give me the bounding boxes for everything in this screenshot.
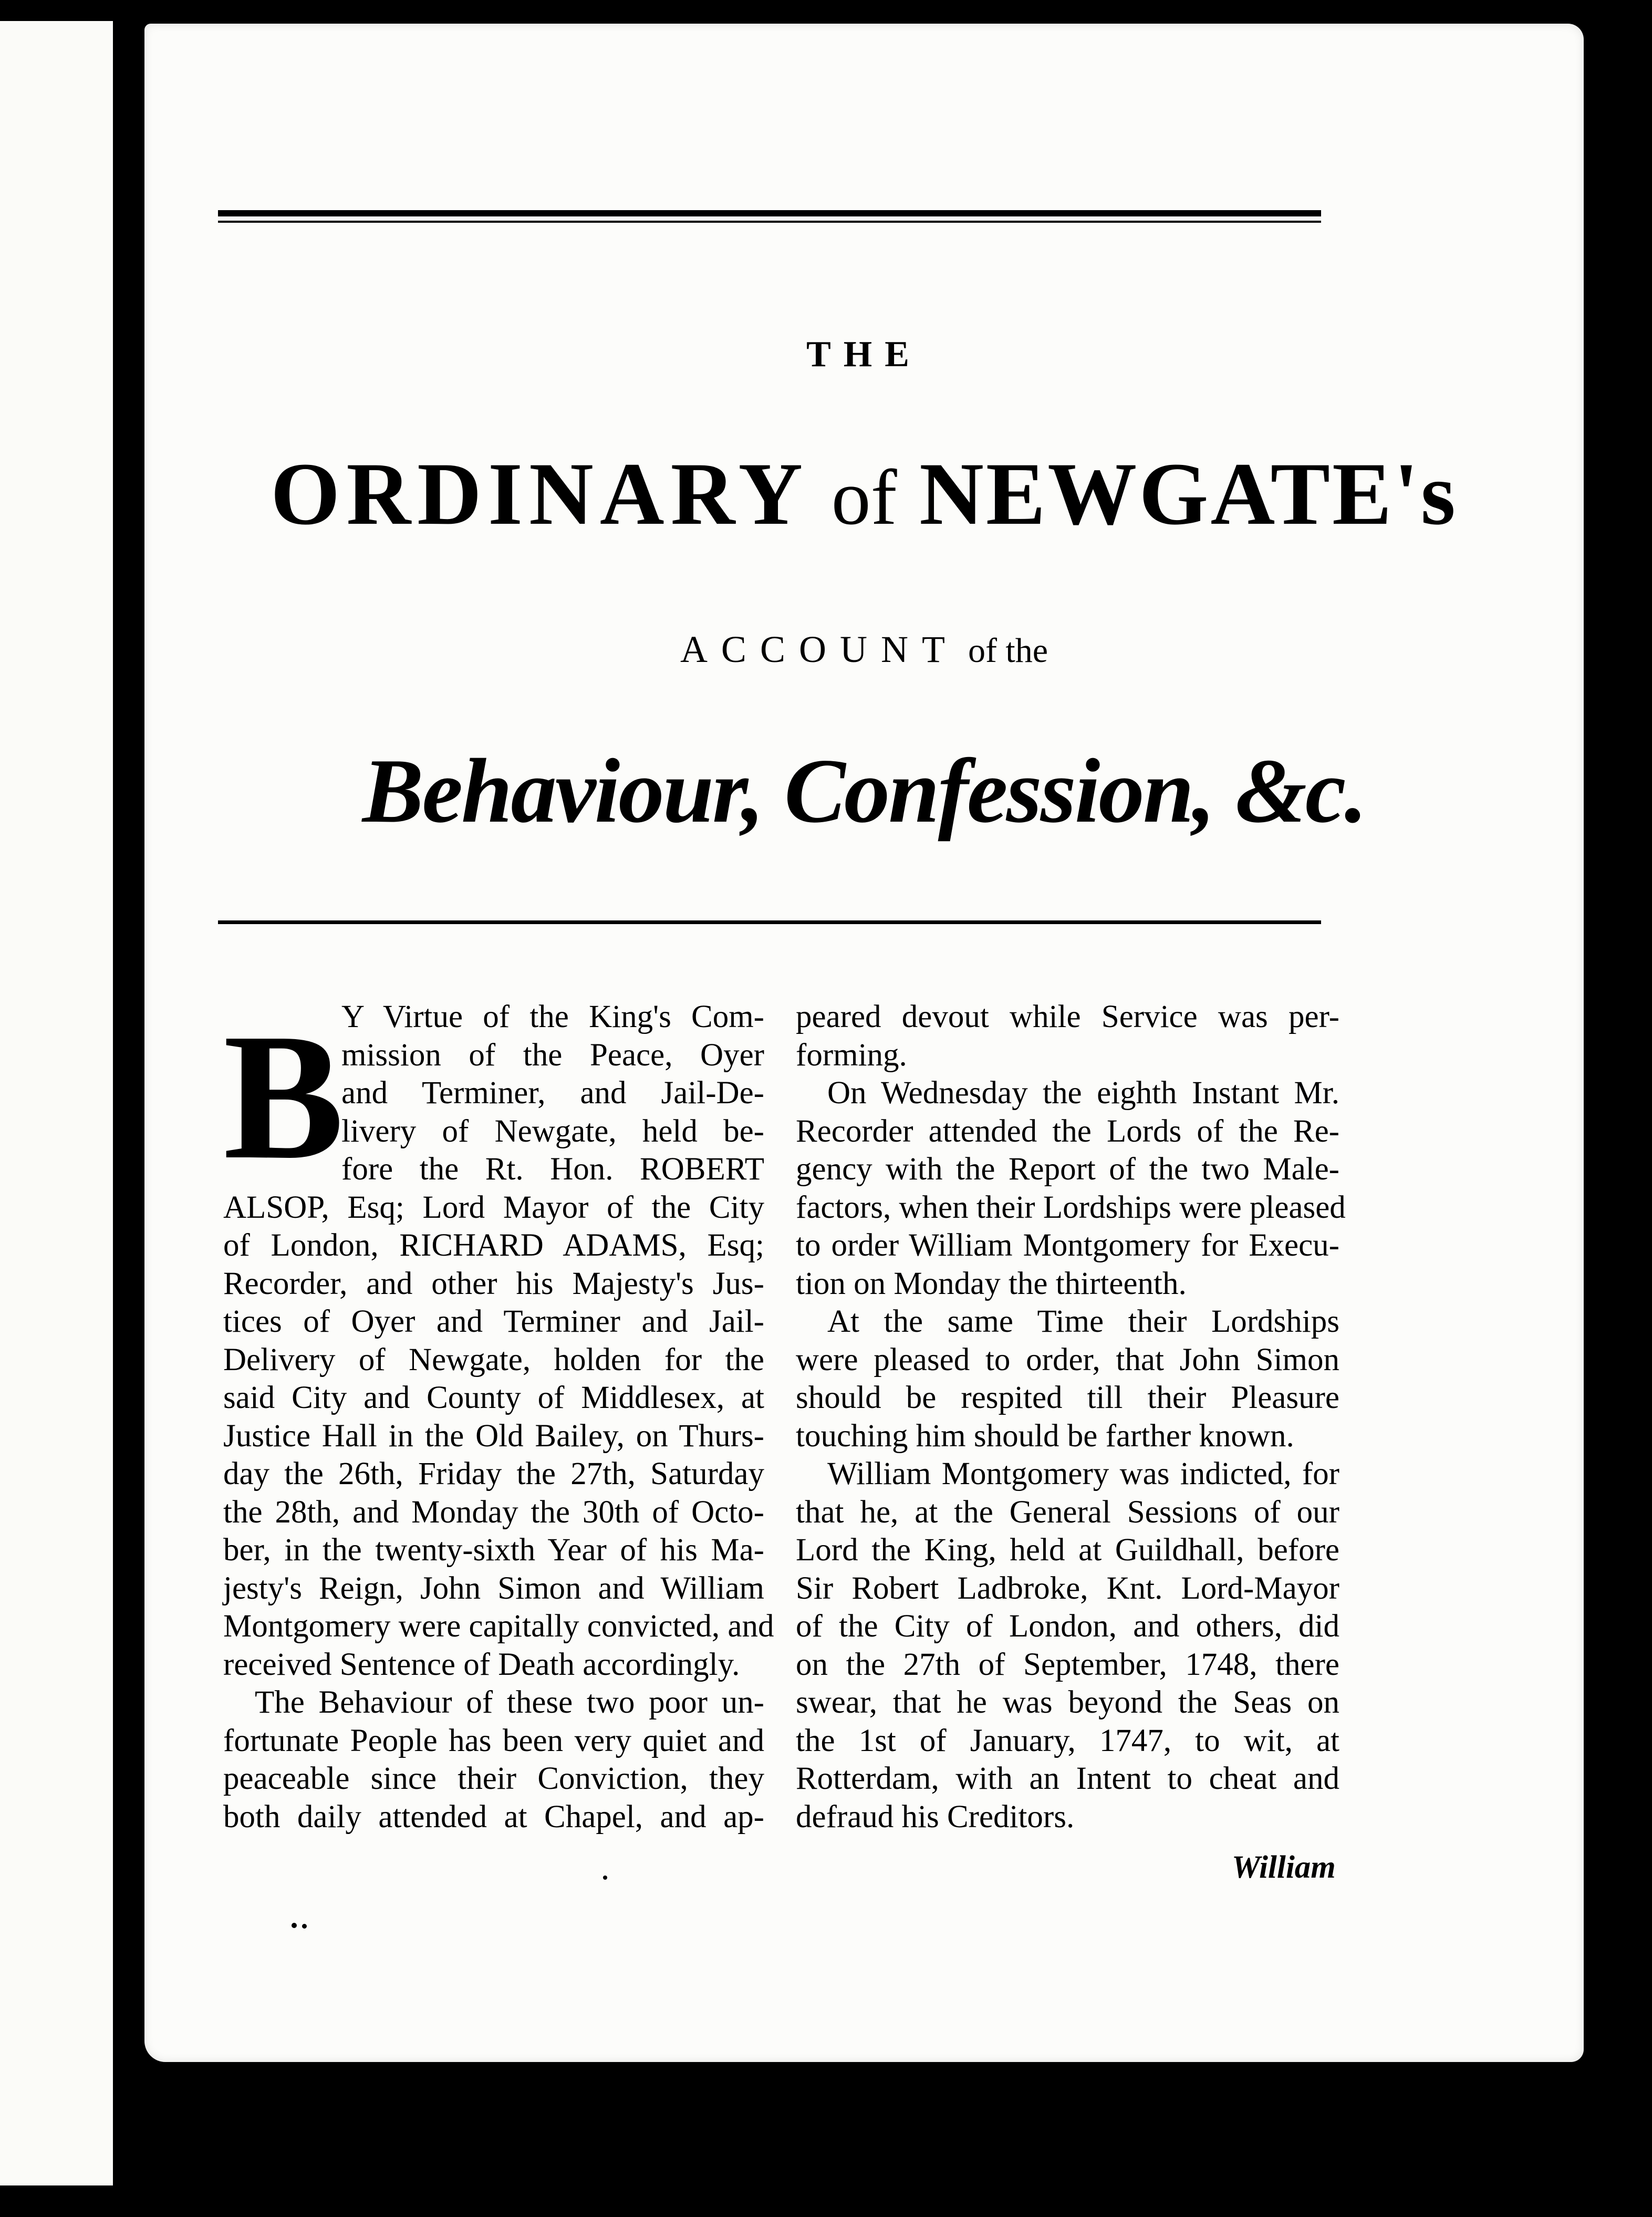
facing-page-edge — [0, 21, 113, 2185]
title-account: ACCOUNT — [680, 628, 959, 670]
text-line: touching him should be farther known. — [796, 1418, 1294, 1454]
text-line: fore the Rt. Hon. ROBERT — [341, 1152, 764, 1187]
title-newgates: NEWGATE's — [919, 444, 1458, 543]
text-line: tion on Monday the thirteenth. — [796, 1266, 1187, 1301]
right-column — [796, 998, 1346, 1836]
text-line: tices of Oyer and Terminer and Jail- — [223, 1304, 764, 1339]
text-line: William Montgomery was indicted, for — [827, 1456, 1339, 1491]
text-line: mission of the Peace, Oyer — [341, 1037, 764, 1073]
drop-cap: B — [223, 996, 345, 1197]
text-line: Sir Robert Ladbroke, Knt. Lord-Mayor — [796, 1570, 1339, 1606]
text-line: fortunate People has been very quiet and — [223, 1723, 764, 1758]
text-line: of the City of London, and others, did — [796, 1609, 1339, 1644]
title-the: THE — [806, 334, 922, 375]
ink-speck — [302, 1924, 307, 1929]
text-line: forming. — [796, 1037, 907, 1073]
text-line: Recorder, and other his Majesty's Jus- — [223, 1266, 764, 1301]
text-line: Recorder attended the Lords of the Re- — [796, 1113, 1339, 1149]
text-line: jesty's Reign, John Simon and William — [223, 1570, 764, 1606]
text-line: factors, when their Lordships were pleased — [796, 1189, 1346, 1225]
text-line: Justice Hall in the Old Bailey, on Thurs- — [223, 1418, 764, 1454]
main-title — [144, 444, 1584, 543]
text-line: ALSOP, Esq; Lord Mayor of the City — [223, 1189, 764, 1225]
text-line: to order William Montgomery for Execu- — [796, 1228, 1339, 1263]
text-line: the 28th, and Monday the 30th of Octo- — [223, 1494, 764, 1530]
header-divider-rule — [218, 920, 1321, 924]
text-line: swear, that he was beyond the Seas on — [796, 1685, 1339, 1720]
text-line: and Terminer, and Jail-De- — [341, 1075, 764, 1111]
title-ordinary: ORDINARY — [271, 444, 809, 543]
text-line: Lord the King, held at Guildhall, before — [796, 1532, 1339, 1568]
top-rule-thin — [218, 221, 1321, 223]
title-of-the: of the — [968, 631, 1048, 670]
text-line: Montgomery were capitally convicted, and — [223, 1609, 774, 1644]
text-line: Delivery of Newgate, holden for the — [223, 1342, 764, 1377]
text-line: Y Virtue of the King's Com- — [341, 999, 764, 1034]
text-line: on the 27th of September, 1748, there — [796, 1646, 1339, 1682]
subtitle: Behaviour, Confession, &c. — [362, 740, 1366, 842]
left-column — [223, 998, 774, 1836]
account-line — [144, 628, 1584, 671]
text-line: peared devout while Service was per- — [796, 999, 1339, 1034]
text-line: day the 26th, Friday the 27th, Saturday — [223, 1456, 764, 1491]
text-line: On Wednesday the eighth Instant Mr. — [827, 1075, 1339, 1111]
text-line: received Sentence of Death accordingly. — [223, 1646, 740, 1682]
text-line: At the same Time their Lordships — [827, 1304, 1339, 1339]
text-line: that he, at the General Sessions of our — [796, 1494, 1339, 1530]
text-line: The Behaviour of these two poor un- — [255, 1685, 764, 1720]
text-line: the 1st of January, 1747, to wit, at — [796, 1723, 1339, 1758]
text-line: gency with the Report of the two Male- — [796, 1152, 1339, 1187]
text-line: were pleased to order, that John Simon — [796, 1342, 1339, 1377]
text-line: peaceable since their Conviction, they — [223, 1761, 764, 1796]
text-line: Rotterdam, with an Intent to cheat and — [796, 1761, 1339, 1796]
top-rule-thick — [218, 210, 1321, 216]
text-line: ber, in the twenty-sixth Year of his Ma- — [223, 1532, 764, 1568]
title-of: of — [831, 454, 897, 541]
catchword: William — [1232, 1850, 1336, 1885]
text-line: livery of Newgate, held be- — [341, 1113, 764, 1149]
text-line: both daily attended at Chapel, and ap- — [223, 1799, 764, 1835]
ink-speck — [603, 1876, 607, 1880]
text-line: said City and County of Middlesex, at — [223, 1380, 764, 1415]
text-line: of London, RICHARD ADAMS, Esq; — [223, 1228, 764, 1263]
text-line: defraud his Creditors. — [796, 1799, 1075, 1835]
ink-speck — [292, 1923, 297, 1928]
text-line: should be respited till their Pleasure — [796, 1380, 1339, 1415]
